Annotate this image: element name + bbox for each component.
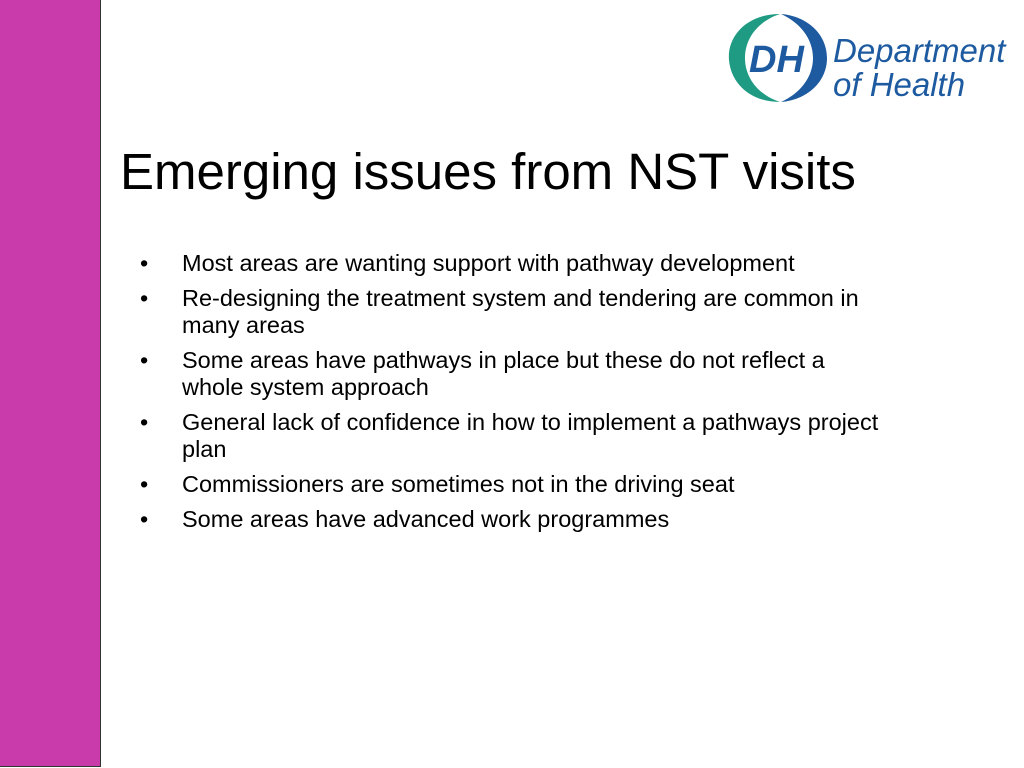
bullet-item <box>140 506 880 533</box>
bullet-item <box>140 285 880 339</box>
bullet-text: Some areas have pathways in place but these do not reflect a whole system approach <box>182 347 825 400</box>
bullet-item <box>140 250 880 277</box>
bullet-item <box>140 409 880 463</box>
bullet-dot: • <box>140 250 149 276</box>
bullet-text: Some areas have advanced work programmes <box>182 506 670 532</box>
logo-line-department: Department <box>833 32 1006 69</box>
bullet-text: Commissioners are sometimes not in the driving seat <box>182 471 735 497</box>
side-bar <box>0 0 101 767</box>
dh-mark-text: DH <box>749 39 804 81</box>
bullet-item <box>140 347 880 401</box>
bullet-dot: • <box>140 409 149 435</box>
bullet-text: Re-designing the treatment system and tendering are common in many areas <box>182 285 859 338</box>
dh-logo-mark <box>725 8 830 108</box>
department-of-health-logo <box>725 8 1015 108</box>
slide-title: Emerging issues from NST visits <box>120 143 856 200</box>
bullet-dot: • <box>140 471 149 497</box>
bullet-dot: • <box>140 285 149 311</box>
bullet-dot: • <box>140 506 149 532</box>
bullet-text: Most areas are wanting support with pathway development <box>182 250 795 276</box>
bullet-item <box>140 471 880 498</box>
bullet-text: General lack of confidence in how to implement a pathways project plan <box>182 409 879 462</box>
logo-line-of-health: of Health <box>833 66 966 103</box>
bullet-dot: • <box>140 347 149 373</box>
bullet-list <box>140 250 880 541</box>
